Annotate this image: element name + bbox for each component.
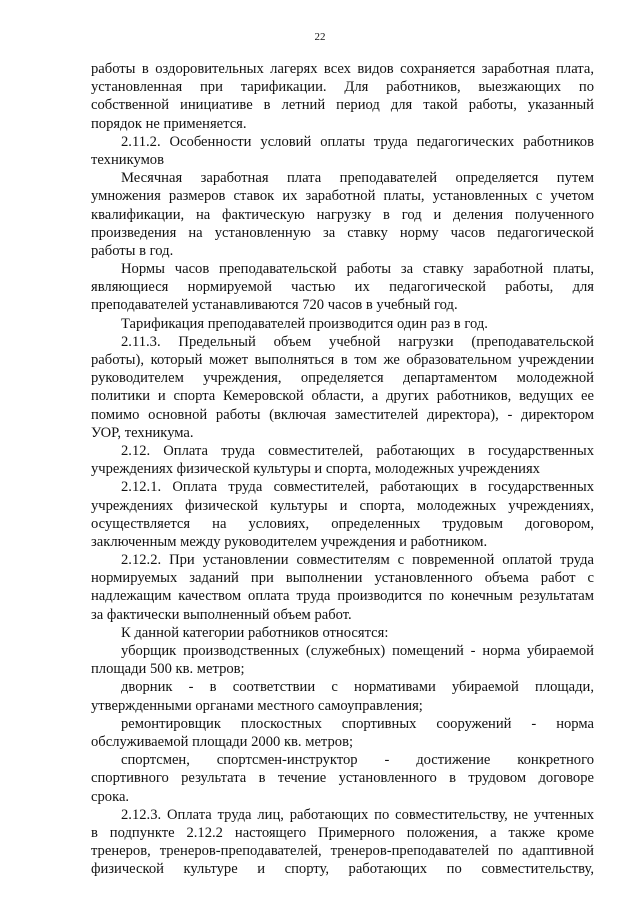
text-line: собственной инициативе в летний период для такой работы, указанный [91, 97, 594, 114]
text-line: порядок не применяется. [91, 115, 247, 132]
text-line: Месячная заработная плата преподавателей определяется путем [121, 170, 594, 187]
text-line: руководителем учреждения, определяется департаментом молодежной [91, 370, 594, 387]
text-line: в подпункте 2.12.2 настоящего Примерного положения, а также кроме [91, 824, 594, 841]
text-line: 2.12. Оплата труда совместителей, работающих в государственных [121, 442, 594, 459]
text-line: К данной категории работников относятся: [121, 624, 389, 641]
text-line: Тарификация преподавателей производится один раз в год. [121, 315, 488, 332]
text-line: учреждениях физической культуры и спорта, молодежных учреждениях, [91, 497, 594, 514]
text-line: дворник - в соответствии с нормативами убираемой площади, [121, 679, 594, 696]
document-text-body [91, 60, 594, 878]
text-line: работы), который может выполняться в том же образовательном учреждении [91, 352, 594, 368]
text-line: уборщик производственных (служебных) помещений - норма убираемой [121, 643, 594, 659]
text-line: помимо основной работы (включая заместителей директора), - директором [91, 406, 594, 423]
text-line: за фактически выполненный объем работ. [91, 606, 352, 623]
text-line: политики и спорта Кемеровской области, а других работников, ведущих ее [91, 388, 594, 405]
text-line: осуществляется на условиях, определенных трудовым договором, [91, 515, 594, 532]
text-line: умножения размеров ставок их заработной платы, установленных с учетом [91, 188, 594, 205]
text-line: учреждениях физической культуры и спорта, молодежных учреждениях [91, 461, 540, 478]
text-line: преподавателей устанавливаются 720 часов в учебный год. [91, 297, 458, 314]
text-line: 2.11.2. Особенности условий оплаты труда педагогических работников [121, 133, 594, 150]
text-line: 2.11.3. Предельный объем учебной нагрузки (преподавательской [121, 333, 594, 350]
text-line: 2.12.3. Оплата труда лиц, работающих по совместительству, не учтенных [121, 806, 594, 823]
text-line: установленная при тарификации. Для работников, выезжающих по [91, 79, 594, 96]
text-line: работы в оздоровительных лагерях всех видов сохраняется заработная плата, [91, 61, 594, 77]
text-line: спортивного результата в течение установленного в трудовом договоре [91, 770, 594, 787]
text-line: площади 500 кв. метров; [91, 661, 245, 678]
text-line: являющиеся нормируемой частью их педагогической работы, для [91, 279, 594, 296]
text-line: 2.12.2. При установлении совместителям с повременной оплатой труда [121, 552, 594, 569]
text-line: ремонтировщик плоскостных спортивных сооружений - норма [121, 715, 594, 732]
text-line: физической культуре и спорту, работающих по совместительству, [91, 861, 594, 878]
text-line: обслуживаемой площади 2000 кв. метров; [91, 733, 354, 750]
text-line: техникумов [91, 151, 164, 168]
text-line: спортсмен, спортсмен-инструктор - достижение конкретного [121, 752, 594, 769]
text-line: 2.12.1. Оплата труда совместителей, работающих в государственных [121, 479, 594, 496]
text-line: срока. [91, 788, 130, 805]
text-line: тренеров, тренеров-преподавателей, тренеров-преподавателей по адаптивной [91, 843, 594, 860]
text-line: нормируемых заданий при выполнении установленного объема работ с [91, 570, 594, 587]
text-line: Нормы часов преподавательской работы за ставку заработной платы, [121, 261, 594, 278]
text-line: надлежащим качеством оплата труда производится по конечным результатам [91, 588, 594, 605]
page-number: 22 [314, 31, 326, 43]
text-line: работы в год. [91, 242, 174, 259]
text-line: утвержденными органами местного самоуправления; [91, 697, 423, 714]
text-line: заключенным между руководителем учреждения и работником. [91, 533, 488, 550]
text-line: УОР, техникума. [91, 424, 194, 441]
text-line: квалификации, на фактическую нагрузку в год и деления полученного [91, 206, 594, 223]
text-line: произведения на установленную за ставку норму часов педагогической [91, 224, 594, 241]
